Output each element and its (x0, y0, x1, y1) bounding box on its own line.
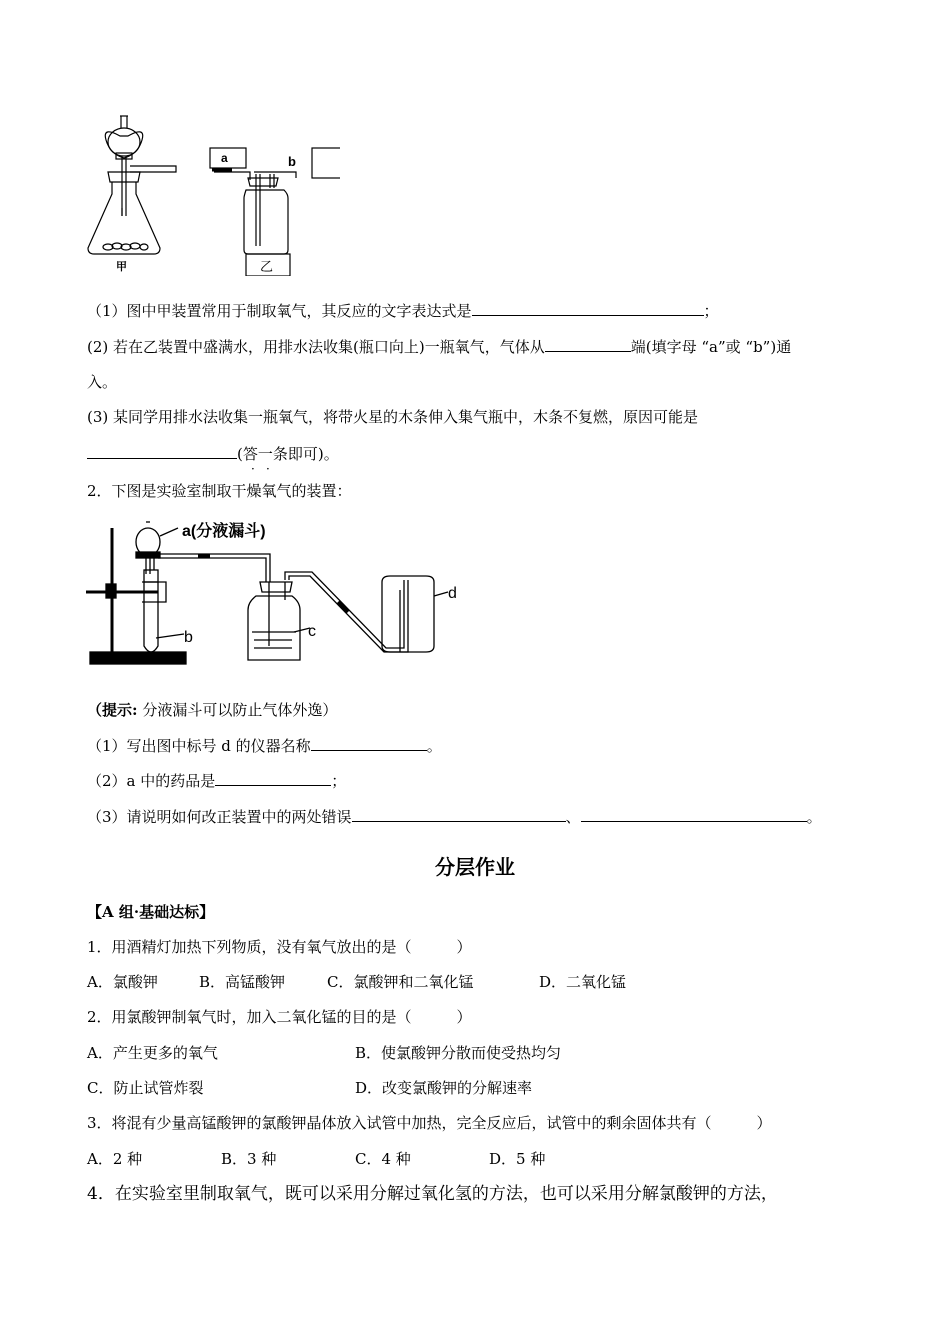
answer-blank[interactable] (472, 300, 704, 316)
question-2-options-row1 (87, 1043, 561, 1063)
label-a-fig1: a (221, 151, 228, 165)
label-b-fig1: b (288, 154, 296, 169)
answer-blank[interactable] (215, 770, 331, 786)
answer-blank[interactable] (352, 806, 566, 822)
part1-q2-cont: 入。 (87, 373, 118, 391)
label-b-fig2: b (184, 629, 193, 646)
part1-q3-cont: (答一条即可)。 (87, 443, 339, 464)
option-c[interactable]: C．4 种 (355, 1150, 411, 1168)
question-4-stem: 4．在实验室里制取氧气，既可以采用分解过氧化氢的方法，也可以采用分解氯酸钾的方法， (87, 1184, 778, 1204)
answer-blank[interactable] (87, 443, 237, 459)
option-a[interactable]: A．2 种 (87, 1150, 143, 1168)
emphasis-dot: · (266, 462, 270, 476)
question-3-stem: 3．将混有少量高锰酸钾的氯酸钾晶体放入试管中加热，完全反应后，试管中的剩余固体共有（ ） (87, 1114, 772, 1132)
option-b[interactable]: B．高锰酸钾 (199, 973, 286, 991)
option-a[interactable]: A．产生更多的氧气 (87, 1044, 218, 1062)
option-b[interactable]: B．使氯酸钾分散而使受热均匀 (355, 1044, 562, 1062)
question-2-stem: 2．用氯酸钾制氧气时，加入二氧化锰的目的是（ ） (87, 1008, 472, 1026)
option-d[interactable]: D．5 种 (489, 1150, 546, 1168)
label-c: c (308, 623, 316, 640)
section-title: 分层作业 (435, 855, 515, 879)
part1-q1: （1）图中甲装置常用于制取氧气，其反应的文字表达式是 ； (87, 302, 719, 320)
option-d[interactable]: D．二氧化锰 (539, 973, 627, 991)
part2-intro: 2．下图是实验室制取干燥氧气的装置： (87, 482, 352, 500)
option-b[interactable]: B．3 种 (221, 1150, 277, 1168)
figure-dry-oxygen (86, 510, 476, 672)
part2-q2: （2）a 中的药品是 ； (87, 772, 347, 790)
emphasis-dot: · (251, 462, 255, 476)
option-c[interactable]: C．氯酸钾和二氧化锰 (327, 973, 474, 991)
label-yi: 乙 (260, 259, 274, 274)
part2-hint: （提示: 分液漏斗可以防止气体外逸） (87, 701, 338, 719)
part1-q2: (2) 若在乙装置中盛满水，用排水法收集(瓶口向上)一瓶氧气，气体从 端(填字母 “a”或 “b”)通 (87, 338, 792, 356)
answer-blank[interactable] (581, 806, 807, 822)
option-d[interactable]: D．改变氯酸钾的分解速率 (355, 1079, 533, 1097)
question-3-options (87, 1149, 545, 1169)
question-1-stem: 1．用酒精灯加热下列物质，没有氧气放出的是（ ） (87, 938, 472, 956)
part1-q3: (3) 某同学用排水法收集一瓶氧气，将带火星的木条伸入集气瓶中，木条不复燃，原因可能是 (87, 408, 699, 426)
label-jia: 甲 (116, 261, 127, 273)
label-d: d (448, 585, 457, 602)
question-1-options (87, 972, 626, 992)
part2-q3: （3）请说明如何改正装置中的两处错误 、 。 (87, 808, 822, 826)
figure-jia-yi (80, 108, 340, 276)
answer-blank[interactable] (545, 336, 631, 352)
label-a-fig2: a(分液漏斗) (182, 523, 266, 540)
question-2-options-row2 (87, 1078, 532, 1098)
option-a[interactable]: A．氯酸钾 (87, 973, 158, 991)
answer-blank[interactable] (311, 735, 427, 751)
group-a-heading: 【A 组·基础达标】 (87, 903, 215, 921)
option-c[interactable]: C．防止试管炸裂 (87, 1079, 204, 1097)
part2-q1: （1）写出图中标号 d 的仪器名称 。 (87, 737, 442, 755)
